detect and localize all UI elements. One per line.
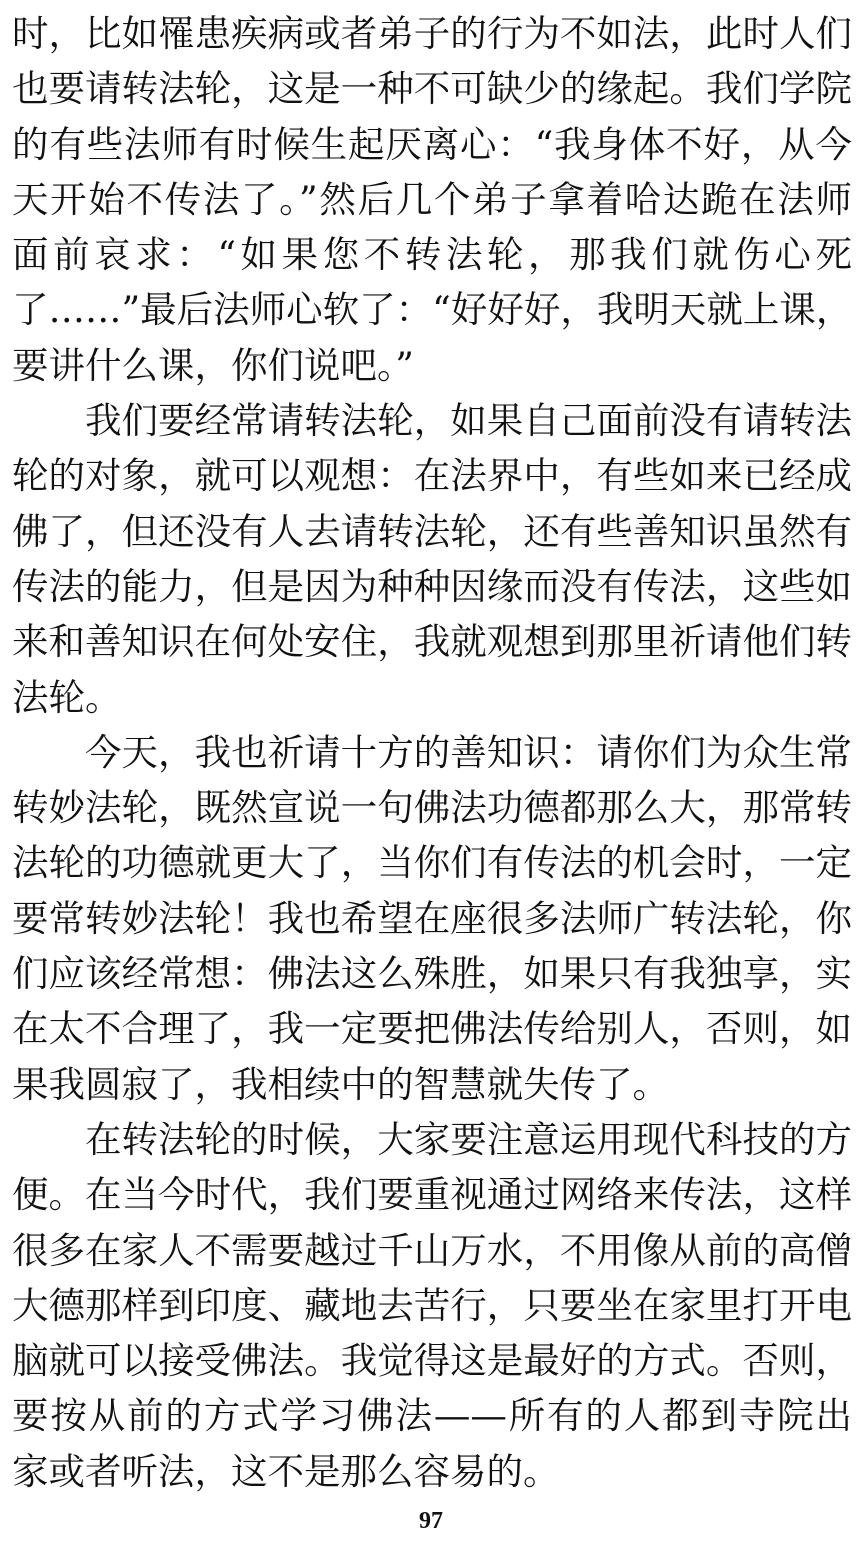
paragraph-1 — [12, 6, 852, 393]
text-line: 家或者听法，这不是那么容易的。 — [12, 1449, 560, 1493]
text-line: 轮的对象，就可以观想：在法界中，有些如来已经成 — [12, 454, 852, 498]
text-line: 法轮的功德就更大了，当你们有传法的机会时，一定 — [12, 841, 852, 885]
text-line: 佛了，但还没有人去请转法轮，还有些善知识虽然有 — [12, 509, 852, 553]
text-line: 天开始不传法了。”然后几个弟子拿着哈达跪在法师 — [12, 177, 852, 221]
text-line: 果我圆寂了，我相续中的智慧就失传了。 — [12, 1062, 669, 1106]
text-line: 要按从前的方式学习佛法——所有的人都到寺院出 — [12, 1394, 852, 1438]
text-line: 们应该经常想：佛法这么殊胜，如果只有我独享，实 — [12, 952, 852, 996]
paragraph-3 — [12, 725, 852, 1112]
text-line: 法轮。 — [12, 675, 122, 719]
page-number: 97 — [419, 1508, 443, 1534]
text-line: 了……”最后法师心软了：“好好好，我明天就上课， — [12, 288, 852, 332]
text-line: 时，比如罹患疾病或者弟子的行为不如法，此时人们 — [12, 12, 852, 55]
text-line: 要讲什么课，你们说吧。” — [12, 343, 414, 387]
text-line: 在太不合理了，我一定要把佛法传给别人，否则，如 — [12, 1007, 852, 1051]
text-line: 转妙法轮，既然宣说一句佛法功德都那么大，那常转 — [12, 786, 852, 830]
text-line: 要常转妙法轮！我也希望在座很多法师广转法轮，你 — [12, 896, 852, 940]
text-line: 传法的能力，但是因为种种因缘而没有传法，这些如 — [12, 564, 852, 608]
text-line: 很多在家人不需要越过千山万水，不用像从前的高僧 — [12, 1228, 852, 1272]
text-line: 大德那样到印度、藏地去苦行，只要坐在家里打开电 — [12, 1283, 852, 1327]
text-line: 便。在当今时代，我们要重视通过网络来传法，这样 — [12, 1173, 852, 1217]
text-line: 在转法轮的时候，大家要注意运用现代科技的方 — [85, 1117, 852, 1161]
text-line: 面前哀求：“如果您不转法轮，那我们就伤心死 — [12, 233, 852, 277]
text-line: 来和善知识在何处安住，我就观想到那里祈请他们转 — [12, 620, 852, 664]
page-body — [12, 6, 852, 1499]
text-line: 我们要经常请转法轮，如果自己面前没有请转法 — [85, 399, 852, 443]
text-line: 也要请转法轮，这是一种不可缺少的缘起。我们学院 — [12, 67, 852, 111]
paragraph-2 — [12, 393, 852, 725]
text-line: 今天，我也祈请十方的善知识：请你们为众生常 — [85, 730, 852, 774]
text-line: 脑就可以接受佛法。我觉得这是最好的方式。否则， — [12, 1339, 852, 1383]
paragraph-4 — [12, 1112, 852, 1499]
text-line: 的有些法师有时候生起厌离心：“我身体不好，从今 — [12, 122, 852, 166]
